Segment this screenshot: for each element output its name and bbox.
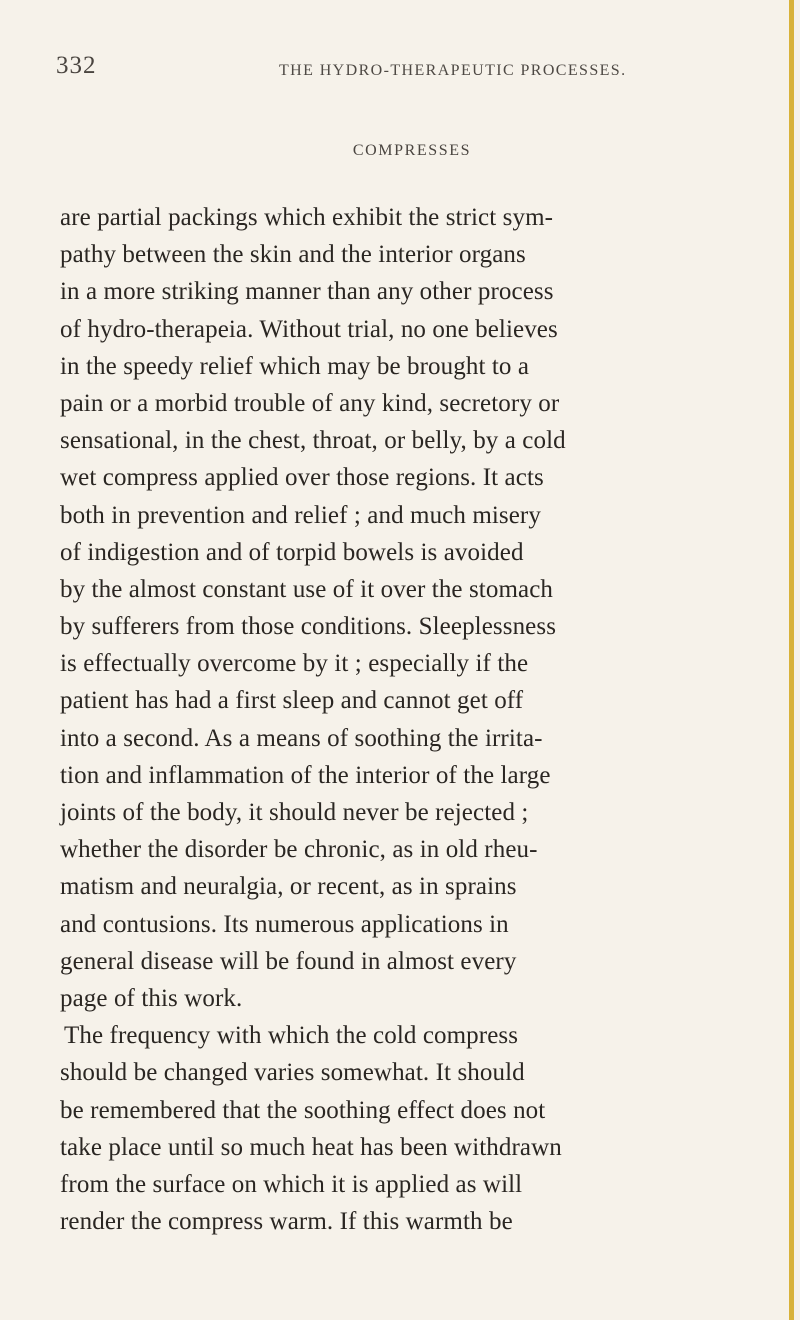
text-line: patient has had a first sleep and cannot get off <box>60 687 524 715</box>
text-line: whether the disorder be chronic, as in old rheu- <box>60 836 538 864</box>
text-line: sensational, in the chest, throat, or belly, by a cold <box>60 427 566 455</box>
text-line: wet compress applied over those regions. It acts <box>60 464 544 492</box>
text-line: both in prevention and relief ; and much misery <box>60 501 541 529</box>
text-line: from the surface on which it is applied as will <box>60 1170 523 1198</box>
page-edge-line <box>789 0 794 1320</box>
body-text <box>60 199 780 1240</box>
text-line: by the almost constant use of it over the stomach <box>60 575 553 603</box>
text-line: into a second. As a means of soothing the irrita- <box>60 724 543 752</box>
paragraph-start-line: The frequency with which the cold compress <box>64 1022 519 1050</box>
running-head: THE HYDRO-THERAPEUTIC PROCESSES. <box>279 62 627 79</box>
text-line: joints of the body, it should never be rejected ; <box>60 799 529 826</box>
text-line: page of this work. <box>60 984 243 1012</box>
text-line: general disease will be found in almost every <box>60 947 517 975</box>
section-title: COMPRESSES <box>352 142 472 159</box>
text-line: tion and inflammation of the interior of the large <box>60 761 551 789</box>
text-line: of hydro-therapeia. Without trial, no one believes <box>60 315 558 343</box>
text-line: pain or a morbid trouble of any kind, secretory or <box>60 389 560 417</box>
text-line: take place until so much heat has been withdrawn <box>60 1133 562 1161</box>
text-line: matism and neuralgia, or recent, as in sprains <box>60 873 517 901</box>
text-line: be remembered that the soothing effect does not <box>60 1096 546 1124</box>
text-line: and contusions. Its numerous applications in <box>60 910 509 938</box>
text-line: render the compress warm. If this warmth be <box>60 1208 513 1236</box>
page-number: 332 <box>56 52 97 79</box>
text-line: pathy between the skin and the interior organs <box>60 241 526 269</box>
text-line: in a more striking manner than any other process <box>60 278 554 306</box>
text-line: is effectually overcome by it ; especially if the <box>60 650 529 678</box>
text-line: are partial packings which exhibit the strict sym- <box>60 204 554 231</box>
text-line: should be changed varies somewhat. It should <box>60 1059 525 1087</box>
text-line: in the speedy relief which may be brought to a <box>60 352 530 380</box>
text-line: of indigestion and of torpid bowels is avoided <box>60 538 524 566</box>
text-line: by sufferers from those conditions. Sleeplessness <box>60 613 557 641</box>
